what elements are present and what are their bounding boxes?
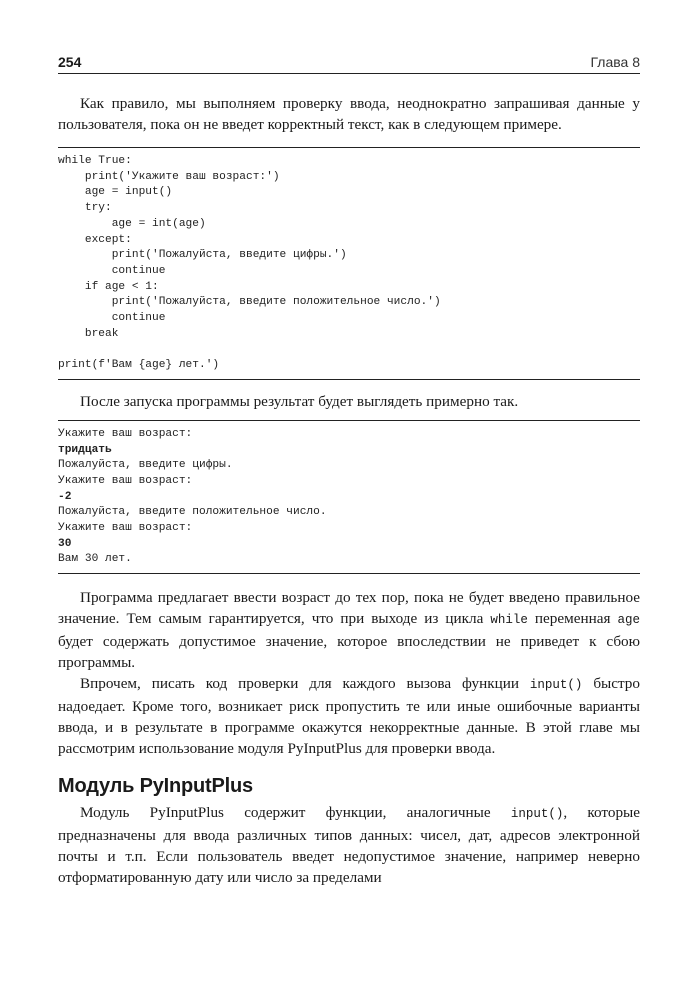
output-line: Пожалуйста, введите положительное число.	[58, 506, 327, 519]
code-line: break	[58, 327, 119, 340]
intro-paragraph: Как правило, мы выполняем проверку ввода, неоднократно запрашивая данные у пользователя, пока он не введет корректный текст, как в следующем примере.	[58, 95, 640, 133]
user-input-line: 30	[58, 537, 72, 550]
code-line: if age < 1:	[58, 280, 159, 293]
code-line: continue	[58, 312, 166, 325]
text-span: Программа предлагает ввести возраст до тех пор, пока не будет введено правильное значение. Тем самым гарантируется, что при выходе из цикла	[58, 589, 640, 628]
output-line: Укажите ваш возраст:	[58, 427, 193, 440]
page-number: 254	[58, 54, 82, 70]
paragraph-loop-explanation	[58, 587, 640, 673]
code-line: continue	[58, 264, 166, 277]
code-line: print('Пожалуйста, введите положительное число.')	[58, 296, 441, 309]
code-line: try:	[58, 202, 112, 215]
output-line: Укажите ваш возраст:	[58, 474, 193, 487]
code-line	[58, 342, 640, 358]
code-line: age = int(age)	[58, 217, 206, 230]
run-paragraph: После запуска программы результат будет выглядеть примерно так.	[80, 392, 519, 410]
code-listing	[58, 147, 640, 380]
text-span: Впрочем, писать код проверки для каждого вызова функции	[80, 675, 530, 693]
code-line: while True:	[58, 155, 132, 167]
output-line: Укажите ваш возраст:	[58, 522, 193, 535]
output-line: Пожалуйста, введите цифры.	[58, 459, 233, 472]
text-span: Модуль PyInputPlus содержит функции, аналогичные	[80, 804, 511, 822]
book-page	[58, 52, 640, 888]
inline-code: age	[617, 613, 640, 628]
inline-code: while	[490, 613, 528, 628]
text-span: переменная	[527, 610, 618, 628]
user-input-line: -2	[58, 490, 72, 503]
page-header	[58, 52, 640, 74]
code-line: age = input()	[58, 186, 173, 199]
paragraph-module-intro	[58, 802, 640, 888]
paragraph-validation-note	[58, 673, 640, 759]
inline-code: input()	[529, 678, 583, 693]
inline-code: input()	[510, 807, 564, 822]
text-span: , которые предназначены для ввода различных типов данных: чисел, дат, адресов электронной почты и т.п. Если пользователь введет недопустимое значение, например неверно отформатированную дату или число за пределами	[58, 804, 640, 887]
code-line: print('Пожалуйста, введите цифры.')	[58, 249, 347, 262]
section-heading: Модуль PyInputPlus	[58, 775, 253, 798]
code-line: except:	[58, 233, 132, 246]
chapter-title: Глава 8	[590, 54, 640, 70]
output-line: Вам 30 лет.	[58, 553, 132, 566]
program-output	[58, 420, 640, 574]
text-span: будет содержать допустимое значение, которое впоследствии не приведет к сбою программы.	[58, 633, 640, 672]
text-span: быстро надоедает. Кроме того, возникает риск пропустить те или иные ошибочные варианты ввода, и в результате в программе окажутся некорректные данные. В этой главе мы рассмотрим использование модуля PyInputPlus для проверки ввода.	[58, 675, 640, 758]
user-input-line: тридцать	[58, 443, 112, 456]
code-line: print(f'Вам {age} лет.')	[58, 359, 220, 372]
code-line: print('Укажите ваш возраст:')	[58, 170, 280, 183]
